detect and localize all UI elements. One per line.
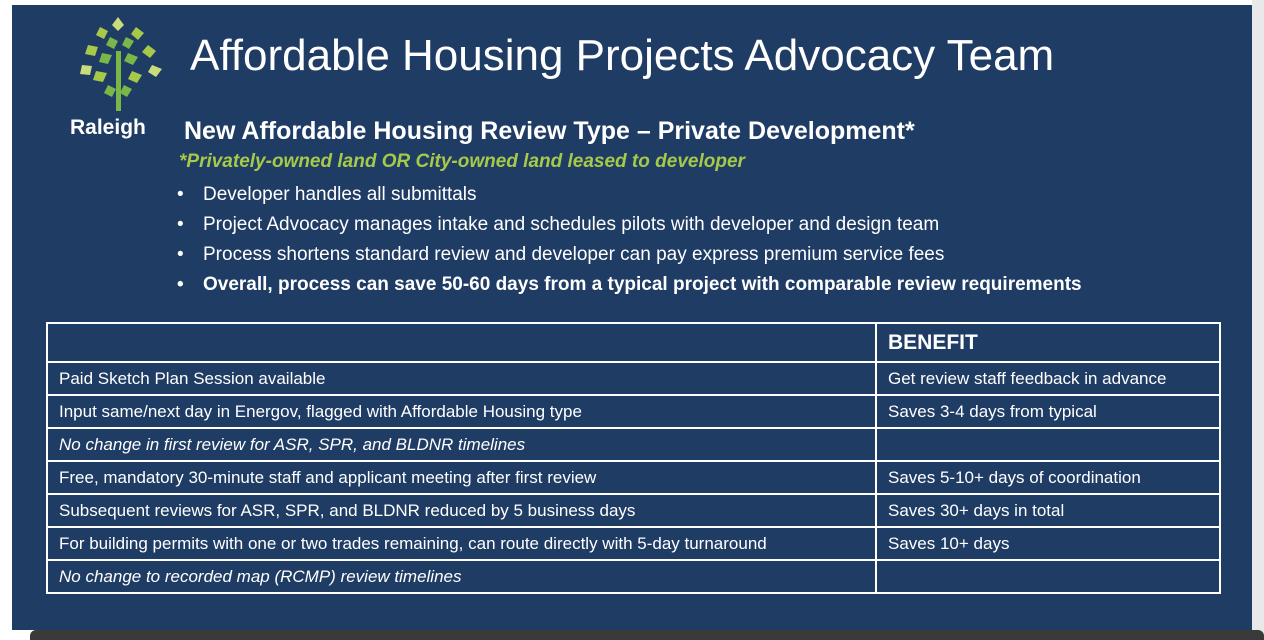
table-cell-benefit: Saves 30+ days in total [876, 494, 1220, 527]
table-cell-item: Paid Sketch Plan Session available [47, 362, 876, 395]
table-row [47, 461, 1220, 494]
bullet-icon: • [177, 184, 184, 205]
table-cell-benefit: Saves 5-10+ days of coordination [876, 461, 1220, 494]
table-cell-item: Free, mandatory 30-minute staff and applicant meeting after first review [47, 461, 876, 494]
table-row [47, 395, 1220, 428]
table-header-benefit: BENEFIT [876, 323, 1220, 362]
bullet-icon: • [177, 274, 184, 295]
bullet-item [177, 180, 1082, 210]
bullet-text: Developer handles all submittals [203, 184, 477, 205]
table-cell-item: Subsequent reviews for ASR, SPR, and BLDNR reduced by 5 business days [47, 494, 876, 527]
page-title: Affordable Housing Projects Advocacy Team [190, 31, 1055, 80]
table-cell-benefit [876, 428, 1220, 461]
table-cell-item: Input same/next day in Energov, flagged with Affordable Housing type [47, 395, 876, 428]
bullet-list [177, 180, 1082, 300]
table-cell-benefit: Saves 10+ days [876, 527, 1220, 560]
table-row [47, 560, 1220, 593]
bullet-item [177, 240, 1082, 270]
tree-icon [68, 11, 168, 111]
table-row [47, 428, 1220, 461]
table-row [47, 362, 1220, 395]
bullet-item [177, 210, 1082, 240]
slide [12, 5, 1256, 630]
table-cell-item: No change in first review for ASR, SPR, and BLDNR timelines [47, 428, 876, 461]
bullet-text: Process shortens standard review and developer can pay express premium service fees [203, 244, 945, 265]
benefits-table [46, 322, 1221, 594]
table-row [47, 494, 1220, 527]
subtitle: New Affordable Housing Review Type – Private Development* [184, 117, 915, 145]
table-cell-benefit: Get review staff feedback in advance [876, 362, 1220, 395]
bullet-text: Project Advocacy manages intake and schedules pilots with developer and design team [203, 214, 940, 235]
table-header-row [47, 323, 1220, 362]
bullet-icon: • [177, 214, 184, 235]
screen-edge-right [1252, 0, 1264, 640]
bullet-icon: • [177, 244, 184, 265]
table-cell-benefit [876, 560, 1220, 593]
screen-edge-bottom [30, 630, 1264, 640]
bullet-item [177, 270, 1082, 300]
table-header-item [47, 323, 876, 362]
table-cell-item: For building permits with one or two trades remaining, can route directly with 5-day turnaround [47, 527, 876, 560]
footnote-note: *Privately-owned land OR City-owned land leased to developer [179, 151, 745, 172]
table-row [47, 527, 1220, 560]
logo-text: Raleigh [70, 116, 146, 139]
bullet-text: Overall, process can save 50-60 days from a typical project with comparable review requirements [203, 274, 1082, 295]
table-cell-benefit: Saves 3-4 days from typical [876, 395, 1220, 428]
table-cell-item: No change to recorded map (RCMP) review timelines [47, 560, 876, 593]
